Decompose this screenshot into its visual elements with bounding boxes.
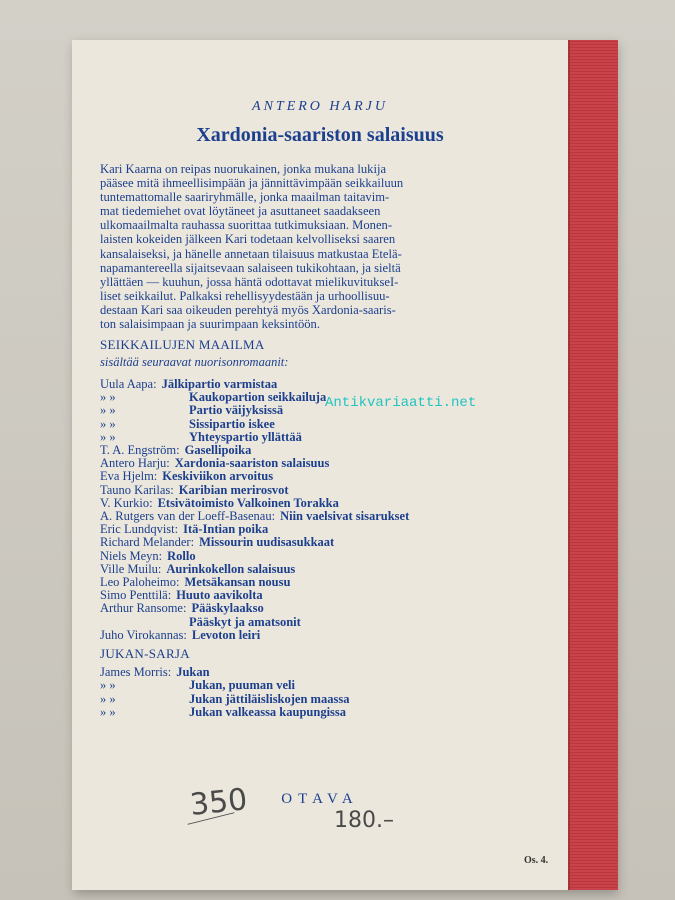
red-spine xyxy=(568,40,618,890)
series-author: Tauno Karilas: xyxy=(100,482,174,497)
series-title: Keskiviikon arvoitus xyxy=(162,469,274,484)
series-author: V. Kurkio: xyxy=(100,495,153,510)
series-title: Rollo xyxy=(167,548,196,563)
series-author: » » xyxy=(100,691,116,706)
series-author: » » xyxy=(100,705,116,720)
series-title: Etsivätoimisto Valkoinen Torakka xyxy=(157,495,339,510)
book-back-cover xyxy=(72,40,616,890)
series-author: Simo Penttilä: xyxy=(100,588,172,603)
series-author: Antero Harju: xyxy=(100,456,170,471)
series-author: A. Rutgers van der Loeff-Basenau: xyxy=(100,509,276,523)
series-author: » » xyxy=(100,678,116,693)
cover-paper xyxy=(72,40,568,890)
series-author: » » xyxy=(100,416,116,431)
book-author: ANTERO HARJU xyxy=(252,99,388,114)
series-title: Jälkipartio varmistaa xyxy=(161,377,278,391)
series-title: Itä-Intian poika xyxy=(183,522,269,537)
blurb-line: liset seikkailut. Palkaksi rehellisyydestään ja urhoollisuu- xyxy=(100,288,390,303)
series-author: » » xyxy=(100,429,116,444)
series-title: Jukan valkeassa kaupungissa xyxy=(189,705,347,720)
series-title: Pääskyt ja amatsonit xyxy=(189,614,301,629)
series-title: Niin vaelsivat sisarukset xyxy=(280,509,410,523)
price-new-handwritten: 180.– xyxy=(334,808,394,833)
book-title: Xardonia-saariston salaisuus xyxy=(196,124,444,146)
series-heading-seikkailujen: SEIKKAILUJEN MAAILMA xyxy=(100,337,265,352)
series-title: Partio väijyksissä xyxy=(189,403,284,418)
series-title: Jukan, puuman veli xyxy=(189,678,295,693)
series-author: Leo Paloheimo: xyxy=(100,575,180,589)
series-title: Karibian merirosvot xyxy=(178,482,289,497)
blurb-line: napamantereella sijaitsevaan salaiseen tukikohtaan, ja sieltä xyxy=(100,260,401,275)
series-author: Uula Aapa: xyxy=(100,377,157,391)
series-author: Eric Lundqvist: xyxy=(100,522,179,537)
series-title: Jukan xyxy=(176,665,210,679)
series-author: Juho Virokannas: xyxy=(100,627,187,642)
blurb-line: Kari Kaarna on reipas nuorukainen, jonka mukana lukija xyxy=(100,162,387,176)
series-subheading: sisältää seuraavat nuorisonromaanit: xyxy=(100,355,289,369)
series-author: James Morris: xyxy=(100,665,172,679)
blurb-line: laisten kokeiden jälkeen Kari todetaan kelvolliseksi saaren xyxy=(100,232,396,247)
blurb-line: ulkomaailmalta rauhassa suorittaa tutkimuksiaan. Monen- xyxy=(100,218,393,233)
watermark-text: Antikvariaatti.net xyxy=(325,395,477,411)
series-heading-jukan: JUKAN-SARJA xyxy=(100,646,190,661)
blurb-line: pääsee mitä ihmeellisimpään ja jännittävimpään seikkailuun xyxy=(100,176,404,191)
series-author: » » xyxy=(100,390,116,405)
series-title: Yhteyspartio yllättää xyxy=(189,429,302,444)
series-author: » » xyxy=(100,403,116,418)
series-author: Niels Meyn: xyxy=(100,548,163,563)
series-author: Richard Melander: xyxy=(100,535,195,550)
price-old-handwritten: 350 xyxy=(188,782,249,823)
series-title: Metsäkansan nousu xyxy=(184,575,291,589)
blurb-line: ton salaisimpaan ja suurimpaan keksintöön. xyxy=(100,317,320,332)
series-author: T. A. Engström: xyxy=(100,443,180,457)
series-author: Ville Muilu: xyxy=(100,561,162,576)
series-author: Arthur Ransome: xyxy=(100,601,187,616)
blurb-text xyxy=(100,162,540,331)
series-title: Xardonia-saariston salaisuus xyxy=(174,456,330,471)
series-title: Gasellipoika xyxy=(184,443,252,457)
blurb-line: mat tiedemiehet ovat löytäneet ja asuttaneet saadakseen xyxy=(100,204,381,219)
series-author: Eva Hjelm: xyxy=(100,469,158,484)
blurb-line: yllättäen — kuuhun, jossa häntä odottavat mielikuvitukseI- xyxy=(100,274,399,289)
catalog-code: Os. 4. xyxy=(524,855,549,866)
series-title: Sissipartio iskee xyxy=(189,416,275,431)
blurb-line: tuntemattomalle saariryhmälle, jonka maailman taitavim- xyxy=(100,190,390,205)
series-title: Missourin uudisasukkaat xyxy=(199,535,335,550)
publisher-name: OTAVA xyxy=(281,791,359,807)
blurb-line: destaan Kari saa oikeuden perehtyä myös Xardonia-saaris- xyxy=(100,302,396,317)
series-title: Huuto aavikolta xyxy=(176,588,263,603)
blurb-line: kansalaiseksi, ja hänelle annetaan tilaisuus matkustaa Etelä- xyxy=(100,246,402,261)
series-title: Jukan jättiläisliskojen maassa xyxy=(189,691,350,706)
series-title: Kaukopartion seikkailuja xyxy=(189,390,327,405)
series-title: Aurinkokellon salaisuus xyxy=(166,561,296,576)
series-title: Pääskylaakso xyxy=(191,601,264,616)
series-title: Levoton leiri xyxy=(191,627,261,642)
